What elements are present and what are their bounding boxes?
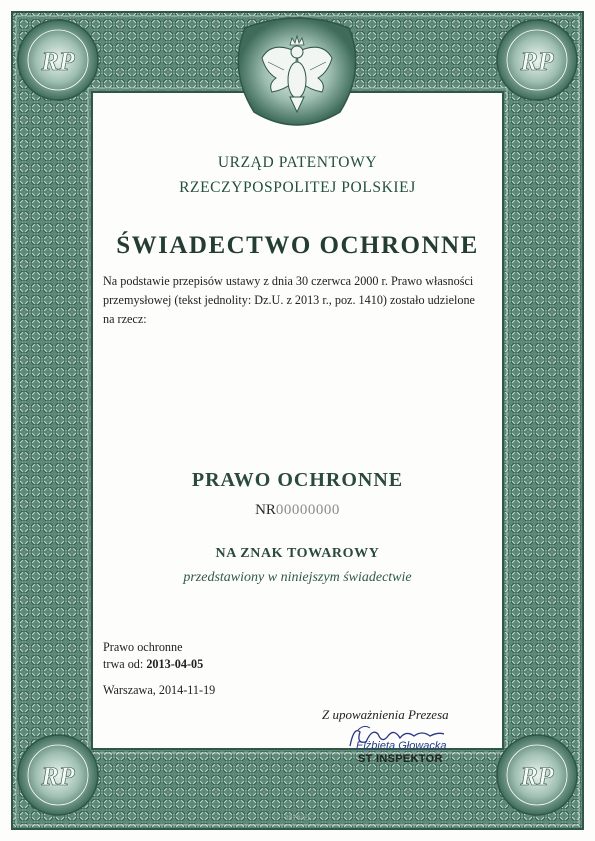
mark-type: NA ZNAK TOWAROWY [215, 546, 380, 561]
validity-from-date: 2013-04-05 [146, 657, 204, 671]
rp-monogram-top-left: RP [41, 47, 75, 76]
rp-monogram-bottom-right: RP [520, 762, 554, 791]
eagle-emblem-icon [238, 18, 355, 125]
legal-basis-text: Na podstawie przepisów ustawy z dnia 30 czerwca 2000 r. Prawo własności przemysłowej (tekst jednolity: Dz.U. z 2013 r., poz. 1410) zostało udzielone na rzecz: [103, 274, 475, 326]
validity-line2 [103, 657, 203, 672]
nr-value: 00000000 [275, 502, 340, 518]
validity-from-label: trwa od: [103, 657, 144, 671]
signatory-title: ST INSPEKTOR [358, 753, 443, 765]
signatory-authority: Z upoważnienia Prezesa [322, 707, 449, 722]
footer-code: 2878-11 [284, 815, 311, 822]
office-name-line1: URZĄD PATENTOWY [217, 154, 378, 171]
nr-label: NR [255, 502, 276, 518]
rp-monogram-bottom-left: RP [41, 762, 75, 791]
right-title: PRAWO OCHRONNE [191, 469, 404, 491]
registration-number [0, 502, 595, 519]
mark-note: przedstawiony w niniejszym świadectwie [183, 570, 412, 585]
office-name-line2: RZECZYPOSPOLITEJ POLSKIEJ [179, 179, 416, 196]
signatory-name: Elżbieta Głowacka [356, 740, 447, 752]
office-name [0, 150, 595, 200]
certificate-title: ŚWIADECTWO OCHRONNE [116, 232, 479, 259]
rp-monogram-top-right: RP [520, 47, 554, 76]
place-date: Warszawa, 2014-11-19 [103, 683, 216, 697]
validity-line1: Prawo ochronne [103, 640, 183, 654]
